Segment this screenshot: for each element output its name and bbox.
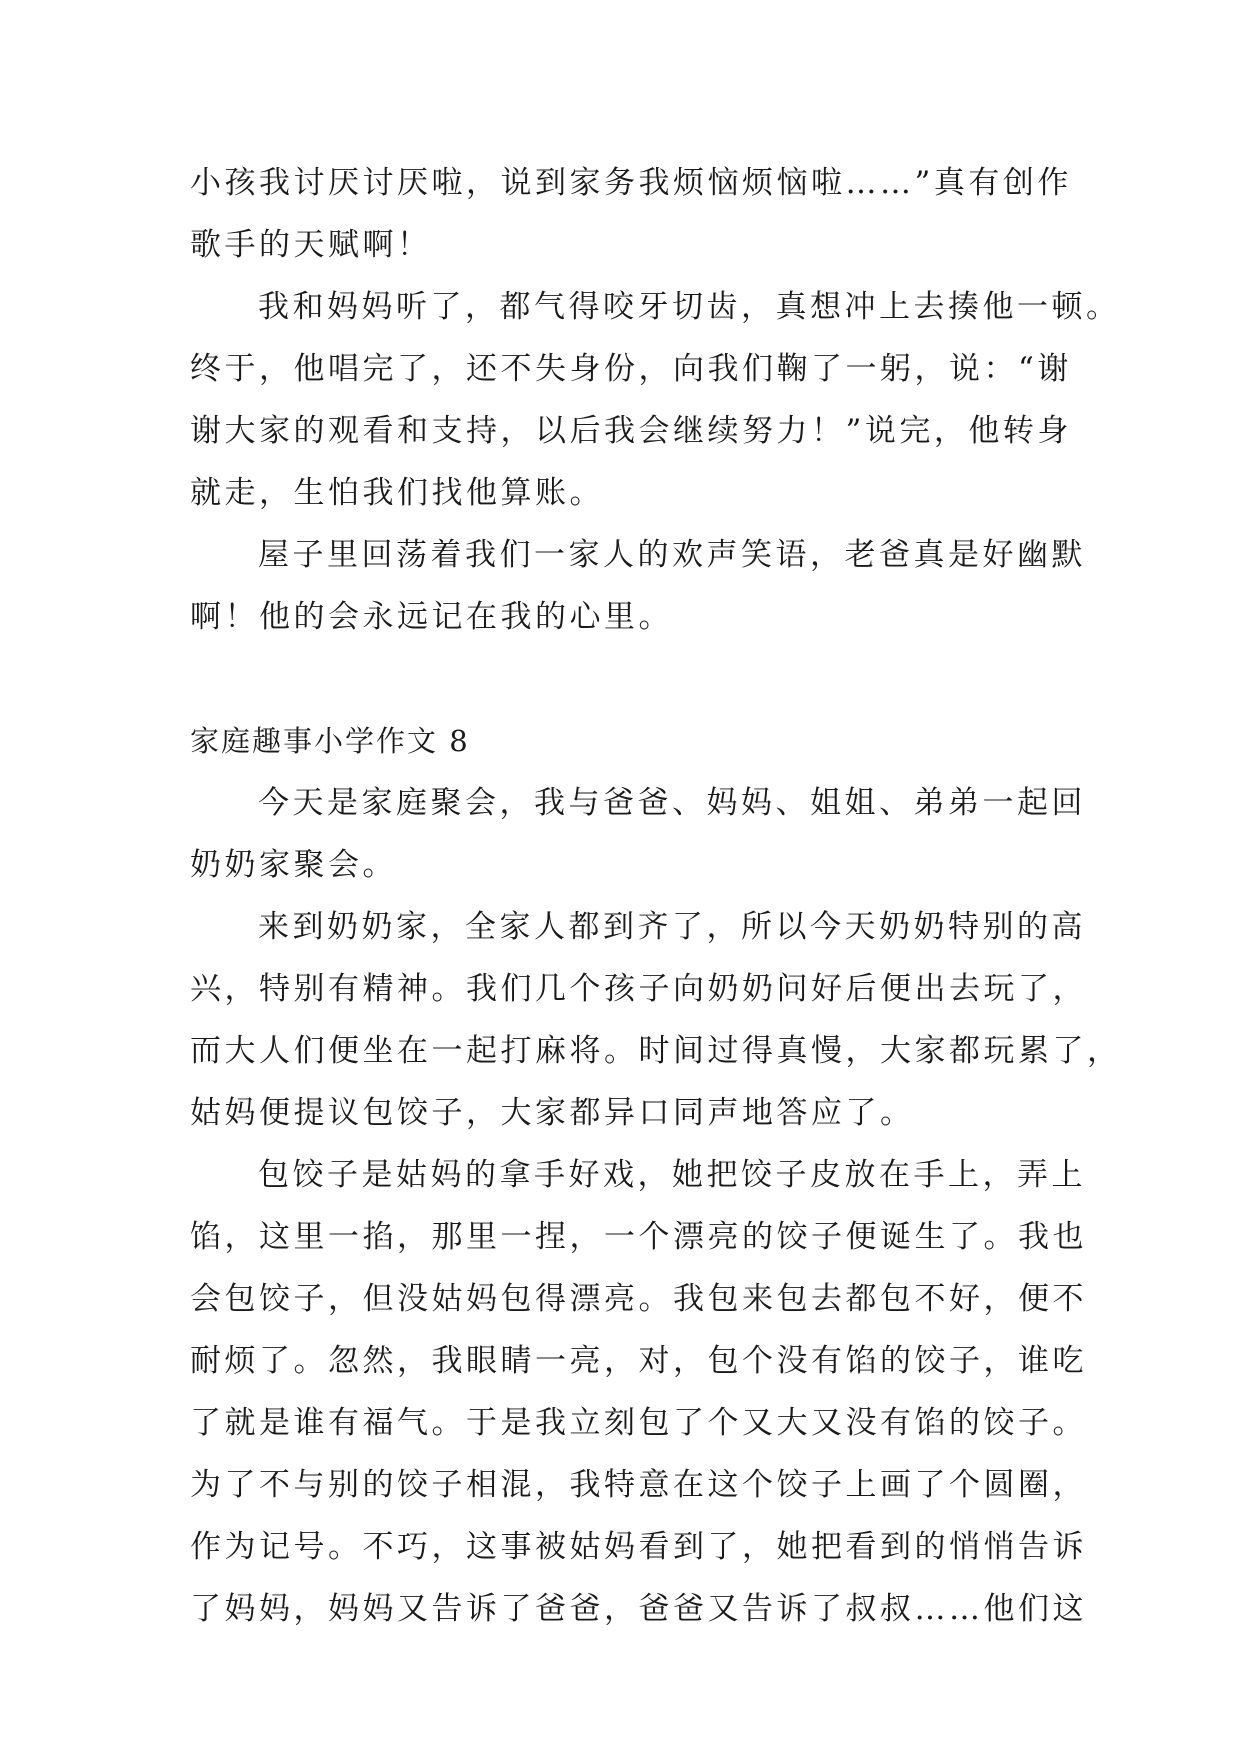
text-line: 我和妈妈听了，都气得咬牙切齿，真想冲上去揍他一顿。 bbox=[258, 289, 1121, 325]
paragraph bbox=[190, 276, 1121, 524]
text-line: 了就是谁有福气。于是我立刻包了个又大又没有馅的饺子。 bbox=[190, 1405, 1087, 1441]
text-line: 馅，这里一掐，那里一捏，一个漂亮的饺子便诞生了。我也 bbox=[190, 1219, 1087, 1255]
text-line: 姑妈便提议包饺子，大家都异口同声地答应了。 bbox=[190, 1095, 915, 1131]
text-line: 为了不与别的饺子相混，我特意在这个饺子上画了个圆圈， bbox=[190, 1467, 1087, 1503]
text-line: 歌手的天赋啊！ bbox=[190, 227, 432, 263]
text-line: 了妈妈，妈妈又告诉了爸爸，爸爸又告诉了叔叔……他们这 bbox=[190, 1591, 1087, 1627]
paragraph bbox=[190, 896, 1122, 1144]
text-line: 兴，特别有精神。我们几个孩子向奶奶问好后便出去玩了， bbox=[190, 971, 1087, 1007]
text-line: 谢大家的观看和支持，以后我会继续努力！”说完，他转身 bbox=[190, 413, 1072, 449]
text-line: 包饺子是姑妈的拿手好戏，她把饺子皮放在手上，弄上 bbox=[258, 1157, 1086, 1193]
text-line: 作为记号。不巧，这事被姑妈看到了，她把看到的悄悄告诉 bbox=[190, 1529, 1087, 1565]
text-line: 来到奶奶家，全家人都到齐了，所以今天奶奶特别的高 bbox=[258, 909, 1086, 945]
section-spacer bbox=[190, 648, 1050, 710]
document-body bbox=[190, 152, 1122, 1640]
text-line: 小孩我讨厌讨厌啦，说到家务我烦恼烦恼啦……”真有创作 bbox=[190, 165, 1072, 201]
text-line: 就走，生怕我们找他算账。 bbox=[190, 475, 604, 511]
paragraph bbox=[190, 152, 1072, 276]
paragraph bbox=[190, 1144, 1087, 1640]
text-line: 啊！他的会永远记在我的心里。 bbox=[190, 599, 673, 635]
text-line: 奶奶家聚会。 bbox=[190, 847, 397, 883]
text-line: 耐烦了。忽然，我眼睛一亮，对，包个没有馅的饺子，谁吃 bbox=[190, 1343, 1087, 1379]
text-line: 屋子里回荡着我们一家人的欢声笑语，老爸真是好幽默 bbox=[258, 537, 1086, 573]
text-line: 终于，他唱完了，还不失身份，向我们鞠了一躬，说：“谢 bbox=[190, 351, 1072, 387]
paragraph bbox=[190, 772, 1086, 896]
text-line: 今天是家庭聚会，我与爸爸、妈妈、姐姐、弟弟一起回 bbox=[258, 785, 1086, 821]
paragraph bbox=[190, 524, 1086, 648]
text-line: 而大人们便坐在一起打麻将。时间过得真慢，大家都玩累了， bbox=[190, 1033, 1122, 1069]
text-line: 会包饺子，但没姑妈包得漂亮。我包来包去都包不好，便不 bbox=[190, 1281, 1087, 1317]
section-heading: 家庭趣事小学作文 8 bbox=[190, 724, 470, 758]
